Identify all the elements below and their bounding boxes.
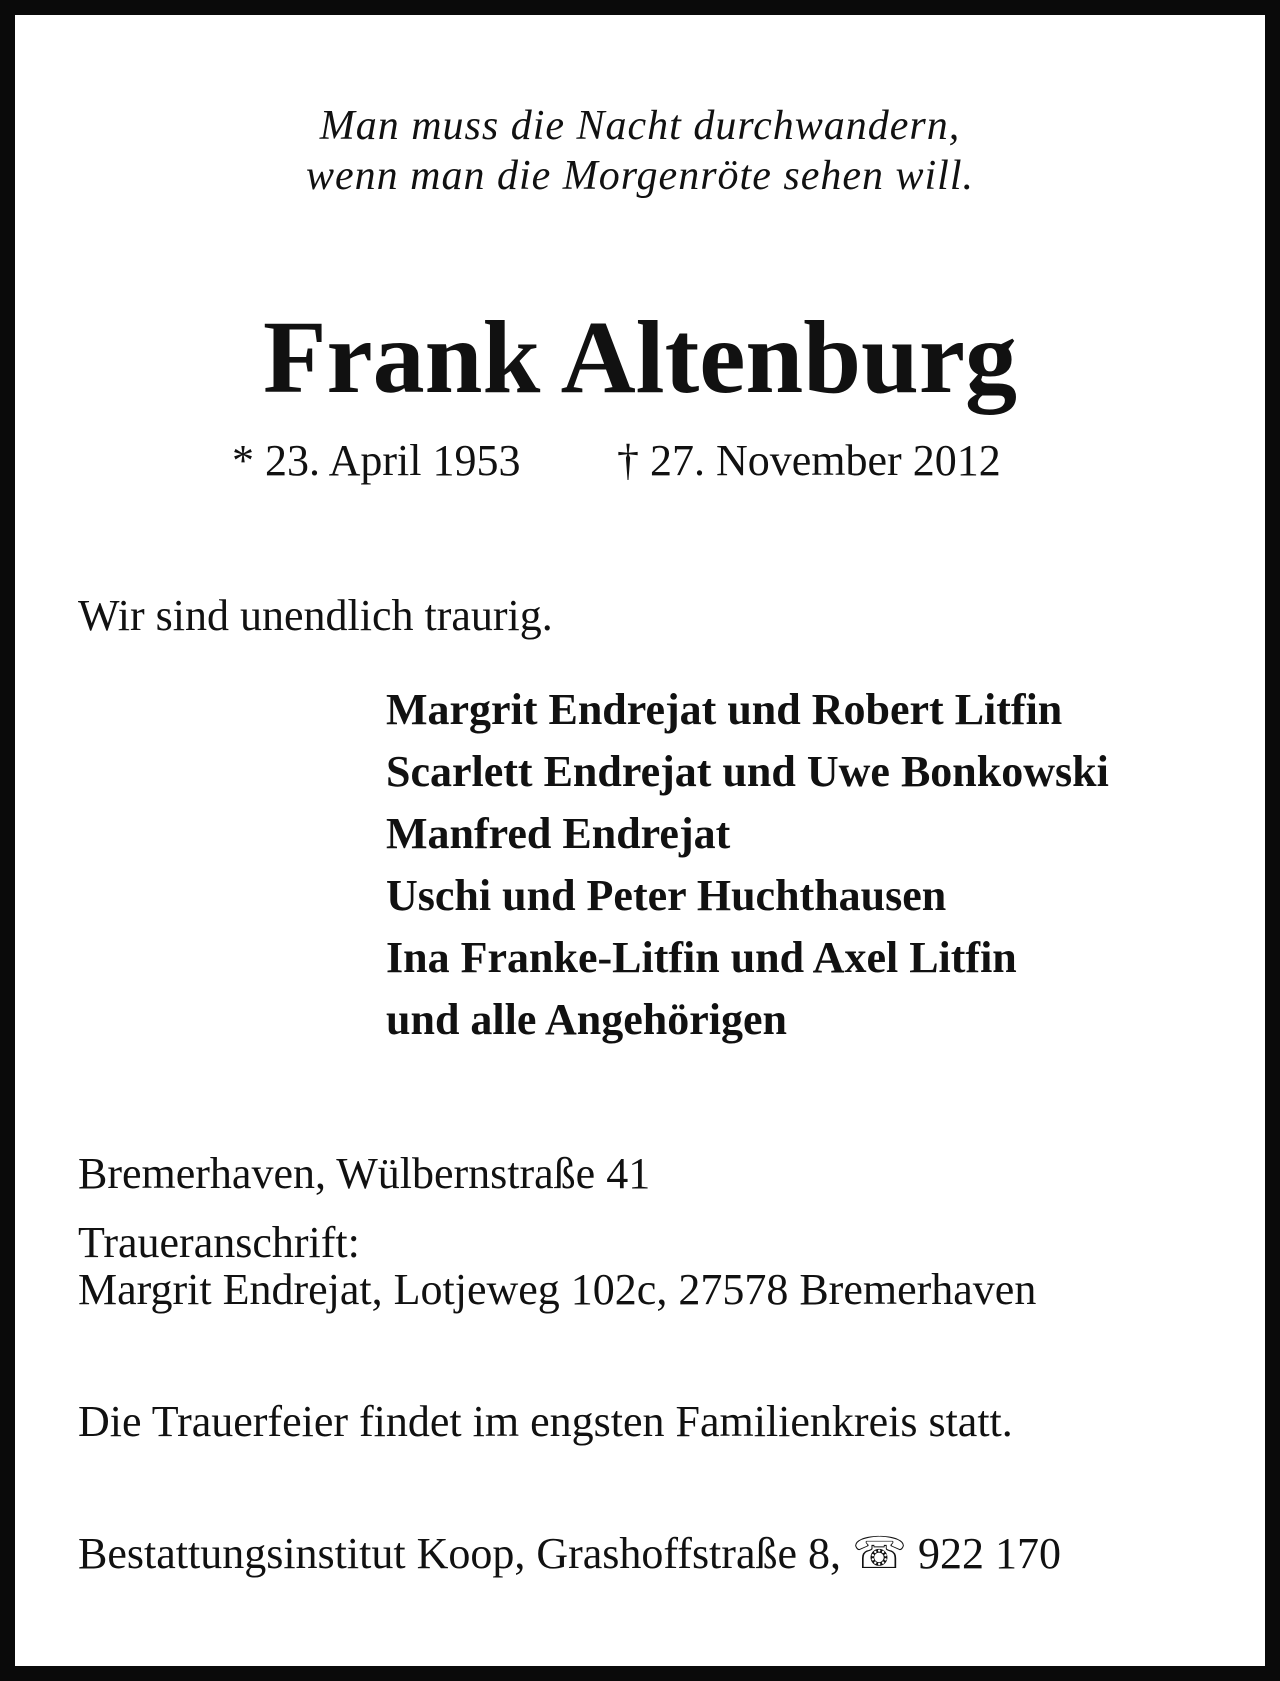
motto-line-1: Man muss die Nacht durchwandern, [319,103,961,149]
intro-text: Wir sind unendlich traurig. [78,591,553,640]
mourning-address-label: Traueranschrift: [78,1218,360,1267]
mourner-entry: Scarlett Endrejat und Uwe Bonkowski [386,747,1109,796]
death-date: † 27. November 2012 [617,436,1001,485]
mourners-list [386,679,1109,1051]
mourner-entry: Margrit Endrejat und Robert Litfin [386,685,1063,734]
birth-date: * 23. April 1953 [232,436,521,485]
location-address: Bremerhaven, Wülbernstraße 41 [78,1149,651,1198]
mourner-entry: Manfred Endrejat [386,809,731,858]
motto-line-2: wenn man die Morgenröte sehen will. [305,153,974,199]
mourner-entry: Uschi und Peter Huchthausen [386,871,947,920]
funeral-home-line: Bestattungsinstitut Koop, Grashoffstraße 8, ☏ 922 170 [78,1529,1062,1578]
mourner-entry: und alle Angehörigen [386,995,787,1044]
deceased-name: Frank Altenburg [262,300,1018,415]
mourning-address: Margrit Endrejat, Lotjeweg 102c, 27578 Bremerhaven [78,1265,1037,1314]
mourner-entry: Ina Franke-Litfin und Axel Litfin [386,933,1017,982]
funeral-notice: Die Trauerfeier findet im engsten Familienkreis statt. [78,1397,1013,1446]
